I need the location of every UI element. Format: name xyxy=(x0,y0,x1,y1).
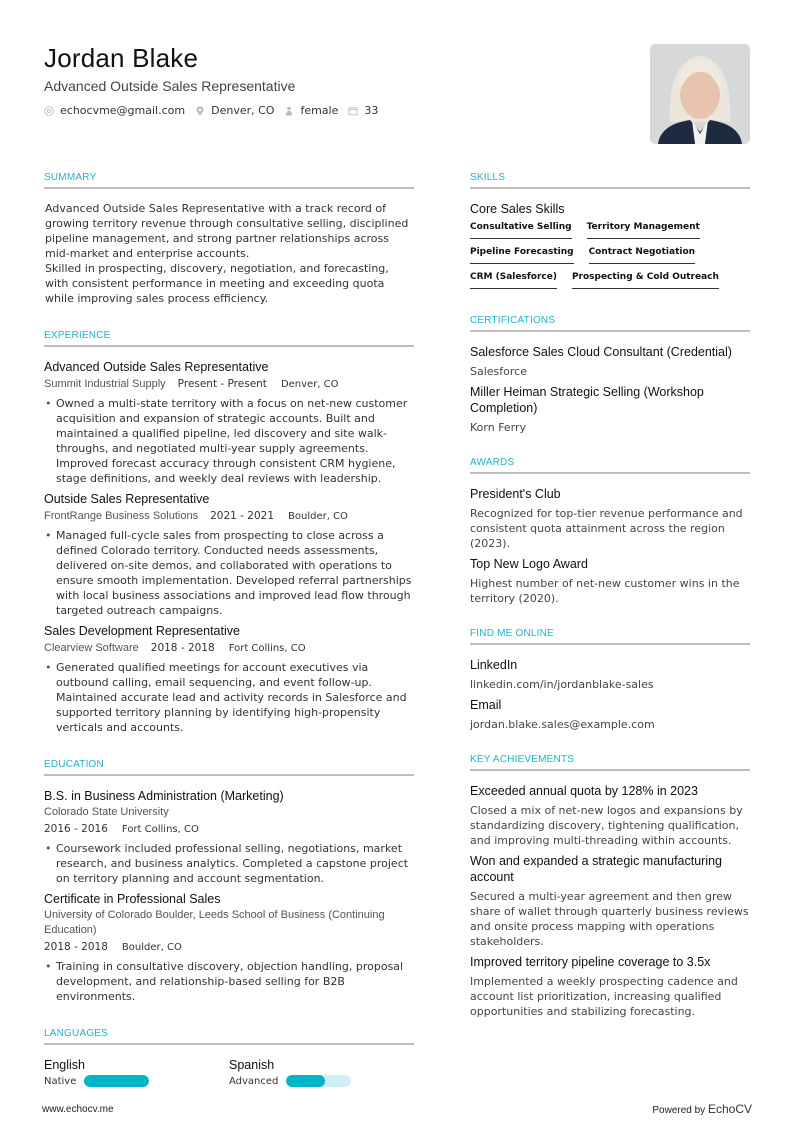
location-pin-icon xyxy=(195,106,205,116)
contact-location xyxy=(195,104,274,118)
skill-tag: Pipeline Forecasting xyxy=(470,245,574,264)
job-bullet: • Owned a multi-state territory with a focus on net-new customer acquisition and expansion of strategic accounts. Built and maintained a qualified pipeline, led discovery and site walk-throughs, and negotiated multi-year supply agreements. Improved forecast accuracy through consistent CRM hygiene, stage definitions, and weekly deal reviews with leadership. xyxy=(44,396,414,486)
experience-section xyxy=(44,330,414,735)
candidate-title: Advanced Outside Sales Representative xyxy=(44,78,296,94)
awards-section xyxy=(470,457,750,606)
certification-title: Miller Heiman Strategic Selling (Workshop Completion) xyxy=(470,385,704,415)
language-proficiency-fill xyxy=(286,1075,325,1087)
online-heading: FIND ME ONLINE xyxy=(470,628,750,645)
summary-paragraph: Skilled in prospecting, discovery, negotiation, and forecasting, with consistent performance in meeting and exceeding quota while improving sales process efficiency. xyxy=(45,262,389,305)
powered-by-label: Powered by xyxy=(652,1105,706,1116)
achievement-title: Improved territory pipeline coverage to 3.5x xyxy=(470,955,711,969)
award-title: President's Club xyxy=(470,487,561,501)
job-bullet: • Generated qualified meetings for account executives via outbound calling, email sequencing, and event follow-up. Maintained accurate lead and activity records in Salesforce and supported territory planning by identifying high-propensity verticals and accounts. xyxy=(44,660,414,735)
certifications-heading: CERTIFICATIONS xyxy=(470,315,750,332)
language-proficiency-bar xyxy=(84,1075,149,1087)
skill-tag: Consultative Selling xyxy=(470,220,572,239)
languages-section xyxy=(44,1028,414,1087)
achievement-title: Exceeded annual quota by 128% in 2023 xyxy=(470,784,698,798)
achievement-description: Secured a multi-year agreement and then grew share of wallet through quarterly business reviews and onsite process mapping with operations stakeholders. xyxy=(470,890,749,948)
contact-email xyxy=(44,104,185,118)
language-level: Native xyxy=(44,1075,77,1087)
school-name: University of Colorado Boulder, Leeds School of Business (Continuing Education) xyxy=(44,909,385,936)
language-proficiency-bar xyxy=(286,1075,351,1087)
edu-location: Fort Collins, CO xyxy=(121,824,199,835)
language-level: Advanced xyxy=(229,1075,279,1087)
job-dates: 2021 - 2021 xyxy=(210,510,275,522)
company-name: Summit Industrial Supply xyxy=(44,378,166,390)
language-proficiency-fill xyxy=(84,1075,149,1087)
company-name: FrontRange Business Solutions xyxy=(44,510,199,522)
contact-row xyxy=(44,104,624,118)
contact-location-value: Denver, CO xyxy=(211,104,275,117)
edu-dates: 2018 - 2018 xyxy=(44,941,108,953)
skill-group-title: Core Sales Skills xyxy=(470,202,565,216)
edu-bullet: • Coursework included professional selling, negotiations, market research, and business analytics. Completed a capstone project on territory planning and account segmentation. xyxy=(44,841,414,886)
education-heading: EDUCATION xyxy=(44,759,414,776)
skill-tag: CRM (Salesforce) xyxy=(470,270,557,289)
job-location: Boulder, CO xyxy=(288,511,348,522)
footer-powered-by xyxy=(652,1102,752,1116)
online-label: Email xyxy=(470,698,502,712)
email-link[interactable]: jordan.blake.sales@example.com xyxy=(470,718,655,731)
experience-entry xyxy=(44,359,414,486)
summary-paragraph: Advanced Outside Sales Representative with a track record of growing territory revenue through consultative selling, disciplined pipeline management, and strong partner relationships across mid-market and enterprise accounts. xyxy=(45,202,409,260)
job-dates: 2018 - 2018 xyxy=(150,642,215,654)
skill-tag: Territory Management xyxy=(587,220,700,239)
job-location: Denver, CO xyxy=(280,379,339,390)
languages-heading: LANGUAGES xyxy=(44,1028,414,1045)
experience-entry xyxy=(44,491,414,618)
awards-heading: AWARDS xyxy=(470,457,750,474)
skill-tag: Contract Negotiation xyxy=(589,245,695,264)
footer-website[interactable]: www.echocv.me xyxy=(42,1104,114,1115)
achievement-description: Closed a mix of net-new logos and expansions by standardizing discovery, tightening qualification, and improving multi-threading within accounts. xyxy=(470,804,743,847)
skills-section xyxy=(470,172,750,295)
contact-age xyxy=(348,104,378,118)
achievements-section xyxy=(470,754,750,1019)
summary-heading: SUMMARY xyxy=(44,172,414,189)
job-location: Fort Collins, CO xyxy=(228,643,306,654)
contact-email-value: echocvme@gmail.com xyxy=(60,104,186,117)
skill-tag: Prospecting & Cold Outreach xyxy=(572,270,719,289)
calendar-icon xyxy=(348,106,358,116)
education-section xyxy=(44,759,414,1004)
certification-issuer: Korn Ferry xyxy=(470,421,527,434)
language-name: Spanish xyxy=(229,1058,275,1072)
experience-entry xyxy=(44,623,414,735)
language-item xyxy=(229,1057,414,1087)
achievements-heading: KEY ACHIEVEMENTS xyxy=(470,754,750,771)
candidate-name: Jordan Blake xyxy=(44,43,199,73)
degree-title: B.S. in Business Administration (Marketing) xyxy=(44,789,284,803)
award-description: Highest number of net-new customer wins in the territory (2020). xyxy=(470,577,740,605)
job-dates: Present - Present xyxy=(177,378,267,390)
skills-heading: SKILLS xyxy=(470,172,750,189)
contact-gender-value: female xyxy=(300,104,339,117)
achievement-title: Won and expanded a strategic manufacturing account xyxy=(470,854,723,884)
brand-name[interactable]: EchoCV xyxy=(707,1102,752,1116)
summary-section xyxy=(44,172,414,306)
edu-location: Boulder, CO xyxy=(121,942,182,953)
job-title: Sales Development Representative xyxy=(44,624,240,638)
edu-bullet: • Training in consultative discovery, objection handling, proposal development, and relationship-based selling for B2B environments. xyxy=(44,959,414,1004)
education-entry xyxy=(44,788,414,886)
achievement-description: Implemented a weekly prospecting cadence and account list prioritization, increasing qualified opportunities and stabilizing forecasting. xyxy=(470,975,738,1018)
company-name: Clearview Software xyxy=(44,642,139,654)
award-description: Recognized for top-tier revenue performance and consistent quota attainment across the region (2023). xyxy=(470,507,743,550)
profile-photo xyxy=(650,44,750,144)
award-title: Top New Logo Award xyxy=(470,557,588,571)
certification-issuer: Salesforce xyxy=(470,365,527,378)
online-section xyxy=(470,628,750,732)
contact-gender xyxy=(284,104,338,118)
job-title: Outside Sales Representative xyxy=(44,492,210,506)
education-entry xyxy=(44,891,414,1004)
school-name: Colorado State University xyxy=(44,806,169,818)
certification-title: Salesforce Sales Cloud Consultant (Credential) xyxy=(470,345,732,359)
online-label: LinkedIn xyxy=(470,658,518,672)
left-column xyxy=(44,172,414,1103)
job-bullet: • Managed full-cycle sales from prospecting to close across a defined Colorado territory. Conducted needs assessments, delivered on-site demos, and collaborated with operations to ensure smooth implementation. Developed referral partnerships with local business associations and improved lead flow through targeted outreach campaigns. xyxy=(44,528,414,618)
right-column xyxy=(470,172,750,1035)
degree-title: Certificate in Professional Sales xyxy=(44,892,221,906)
language-name: English xyxy=(44,1058,85,1072)
job-title: Advanced Outside Sales Representative xyxy=(44,360,269,374)
resume-header xyxy=(44,42,624,118)
edu-dates: 2016 - 2016 xyxy=(44,823,108,835)
experience-heading: EXPERIENCE xyxy=(44,330,414,347)
at-icon xyxy=(44,106,54,116)
language-item xyxy=(44,1057,229,1087)
certifications-section xyxy=(470,315,750,435)
contact-age-value: 33 xyxy=(364,104,379,117)
person-icon xyxy=(284,106,294,116)
linkedin-link[interactable]: linkedin.com/in/jordanblake-sales xyxy=(470,678,654,691)
